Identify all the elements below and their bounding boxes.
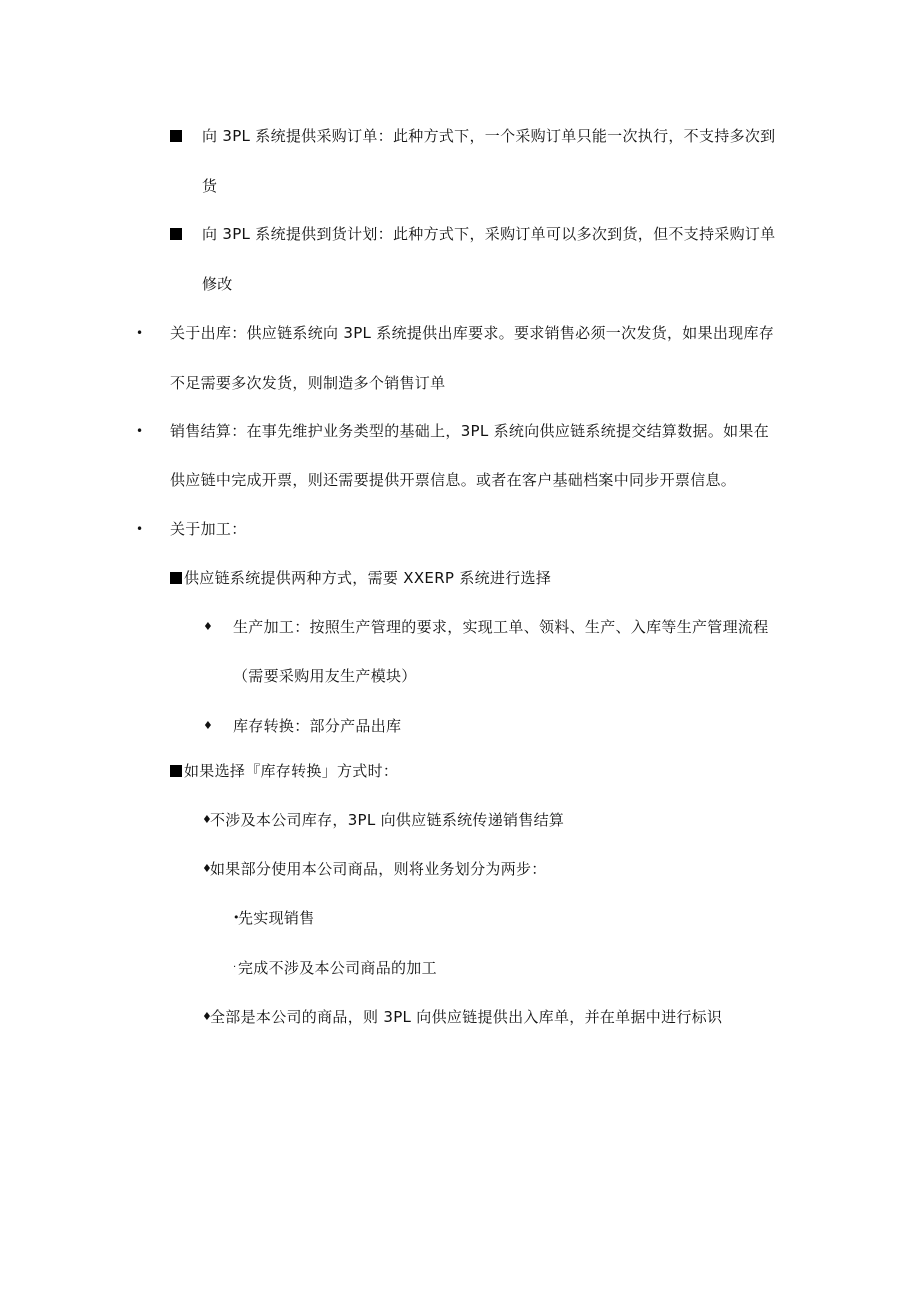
partial-own-text: 如果部分使用本公司商品，则将业务划分为两步： [210,860,547,878]
small-dot-icon: • [233,911,240,924]
square-bullet-icon [170,130,182,142]
square-bullet-icon [170,765,182,777]
dot-bullet-icon: • [136,424,144,438]
po-order-text: 向 3PL 系统提供采购订单：此种方式下，一个采购订单只能一次执行，不支持多次到 [202,127,776,145]
diamond-bullet-icon: ♦ [203,620,214,633]
diamond-bullet-icon: ♦ [203,719,214,732]
step-processing-text: 完成不涉及本公司商品的加工 [238,959,437,977]
diamond-bullet-icon: ♦ [202,1010,213,1023]
no-own-stock-text: 不涉及本公司库存，3PL 向供应链系统传递销售结算 [210,811,565,829]
processing-heading: 关于加工： [170,520,247,538]
po-order-text-cont: 货 [202,177,218,195]
if-transfer-text: 如果选择『库存转换」方式时： [184,762,399,780]
small-dot-icon: · [233,962,237,973]
diamond-bullet-icon: ♦ [202,862,213,875]
outbound-text: 关于出库：供应链系统向 3PL 系统提供出库要求。要求销售必须一次发货，如果出现库存 [170,324,775,342]
square-bullet-icon [170,572,182,584]
production-text-cont: （需要采购用友生产模块） [233,667,417,685]
outbound-text-cont: 不足需要多次发货，则制造多个销售订单 [170,374,446,392]
stock-transfer-text: 库存转换：部分产品出库 [233,717,402,735]
two-modes-text: 供应链系统提供两种方式，需要 XXERP 系统进行选择 [184,569,552,587]
square-bullet-icon [170,228,182,240]
arrival-plan-text-cont: 修改 [202,275,233,293]
diamond-bullet-icon: ♦ [202,813,213,826]
settlement-text-cont: 供应链中完成开票，则还需要提供开票信息。或者在客户基础档案中同步开票信息。 [170,471,737,489]
arrival-plan-text: 向 3PL 系统提供到货计划：此种方式下，采购订单可以多次到货，但不支持采购订单 [202,225,776,243]
dot-bullet-icon: • [136,522,144,536]
all-own-text: 全部是本公司的商品，则 3PL 向供应链提供出入库单，并在单据中进行标识 [210,1008,723,1026]
dot-bullet-icon: • [136,326,144,340]
settlement-text: 销售结算：在事先维护业务类型的基础上，3PL 系统向供应链系统提交结算数据。如果在 [170,422,770,440]
production-text: 生产加工：按照生产管理的要求，实现工单、领料、生产、入库等生产管理流程 [233,618,769,636]
step-sales-text: 先实现销售 [238,909,315,927]
